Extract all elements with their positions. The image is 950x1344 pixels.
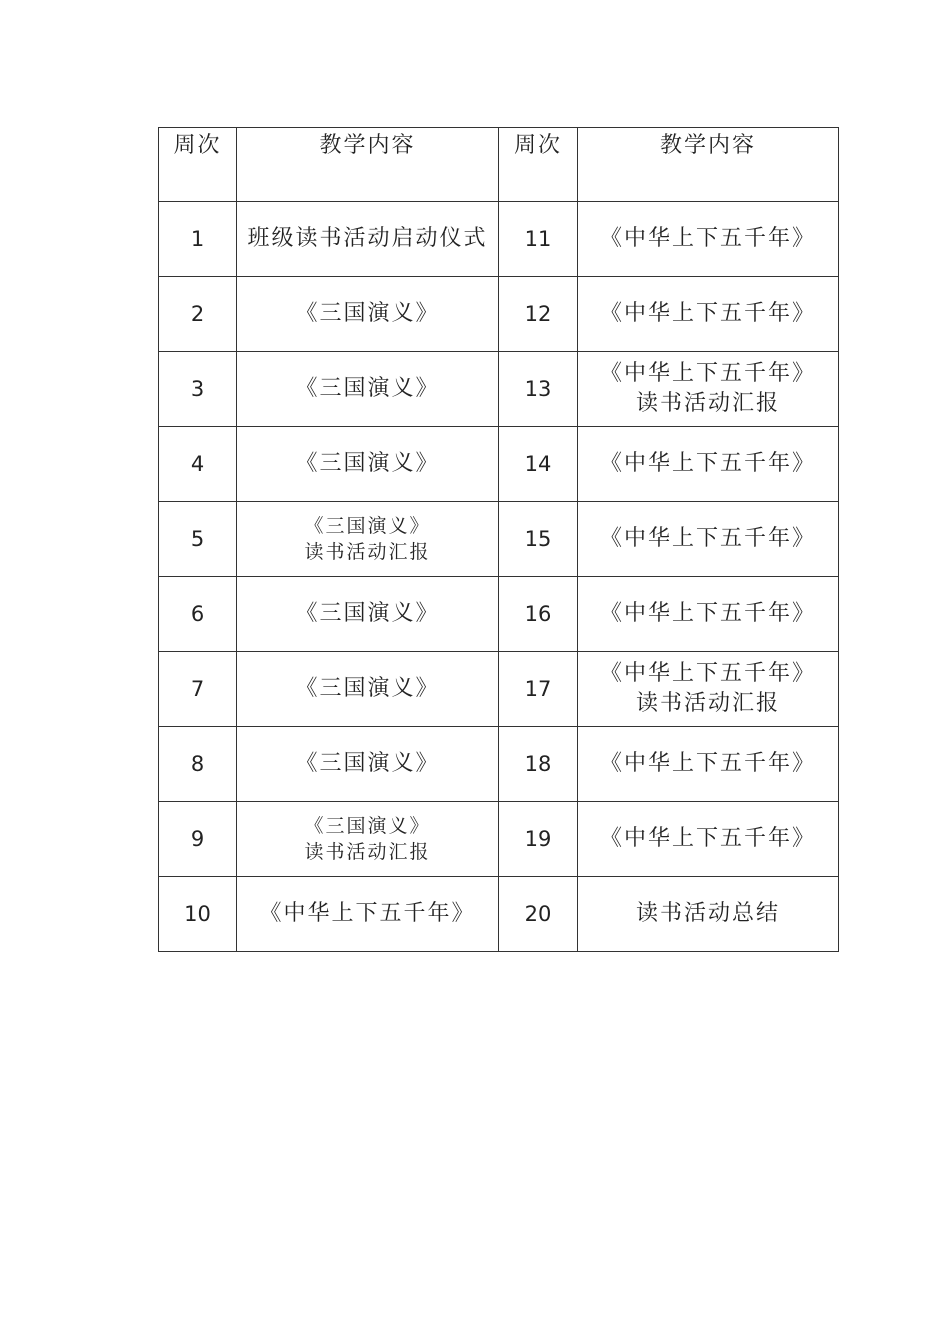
content-cell xyxy=(237,502,499,577)
content-cell xyxy=(578,802,839,877)
table-row xyxy=(159,727,839,802)
content-line: 《三国演义》 xyxy=(295,601,440,626)
content-cell xyxy=(237,202,499,277)
content-line: 《三国演义》 xyxy=(295,376,440,401)
header-content-right: 教学内容 xyxy=(578,128,839,202)
content-cell xyxy=(578,202,839,277)
reading-schedule-table xyxy=(158,127,839,952)
week-number: 9 xyxy=(159,802,237,877)
content-line: 读书活动汇报 xyxy=(304,541,431,563)
content-cell xyxy=(578,427,839,502)
week-number: 10 xyxy=(159,877,237,952)
content-line: 《中华上下五千年》 xyxy=(599,301,816,326)
header-week-left: 周次 xyxy=(159,128,237,202)
content-line: 读书活动总结 xyxy=(635,901,780,926)
content-line: 《三国演义》 xyxy=(295,751,440,776)
content-line: 《中华上下五千年》 xyxy=(599,451,816,476)
week-number: 12 xyxy=(499,277,578,352)
content-line: 《中华上下五千年》 xyxy=(599,361,816,386)
content-line: 《三国演义》 xyxy=(304,515,431,537)
content-cell xyxy=(237,352,499,427)
content-line: 读书活动汇报 xyxy=(635,691,780,716)
table-row xyxy=(159,652,839,727)
week-number: 13 xyxy=(499,352,578,427)
content-cell xyxy=(237,652,499,727)
header-week-right: 周次 xyxy=(499,128,578,202)
content-cell xyxy=(237,877,499,952)
content-line: 《中华上下五千年》 xyxy=(599,601,816,626)
table-row xyxy=(159,277,839,352)
content-line: 读书活动汇报 xyxy=(304,841,431,863)
week-number: 16 xyxy=(499,577,578,652)
content-line: 《中华上下五千年》 xyxy=(259,901,476,926)
week-number: 2 xyxy=(159,277,237,352)
week-number: 6 xyxy=(159,577,237,652)
week-number: 17 xyxy=(499,652,578,727)
table-row xyxy=(159,577,839,652)
week-number: 15 xyxy=(499,502,578,577)
header-content-left: 教学内容 xyxy=(237,128,499,202)
content-cell xyxy=(578,352,839,427)
table-row xyxy=(159,352,839,427)
content-cell xyxy=(578,502,839,577)
content-cell xyxy=(237,577,499,652)
week-number: 14 xyxy=(499,427,578,502)
week-number: 19 xyxy=(499,802,578,877)
content-line: 《中华上下五千年》 xyxy=(599,751,816,776)
content-line: 《三国演义》 xyxy=(295,451,440,476)
content-line: 《三国演义》 xyxy=(295,676,440,701)
content-cell xyxy=(578,877,839,952)
table-row xyxy=(159,802,839,877)
table-row xyxy=(159,502,839,577)
week-number: 8 xyxy=(159,727,237,802)
content-cell xyxy=(237,802,499,877)
content-line: 《中华上下五千年》 xyxy=(599,226,816,251)
content-cell xyxy=(578,727,839,802)
content-cell xyxy=(237,727,499,802)
week-number: 7 xyxy=(159,652,237,727)
content-line: 读书活动汇报 xyxy=(635,391,780,416)
table-row xyxy=(159,427,839,502)
content-cell xyxy=(578,277,839,352)
week-number: 18 xyxy=(499,727,578,802)
week-number: 4 xyxy=(159,427,237,502)
content-line: 《中华上下五千年》 xyxy=(599,826,816,851)
week-number: 1 xyxy=(159,202,237,277)
content-cell xyxy=(578,652,839,727)
content-cell xyxy=(578,577,839,652)
content-cell xyxy=(237,427,499,502)
content-line: 《中华上下五千年》 xyxy=(599,526,816,551)
content-line: 《中华上下五千年》 xyxy=(599,661,816,686)
week-number: 11 xyxy=(499,202,578,277)
week-number: 3 xyxy=(159,352,237,427)
content-line: 《三国演义》 xyxy=(295,301,440,326)
content-cell xyxy=(237,277,499,352)
table-row xyxy=(159,202,839,277)
table-row xyxy=(159,877,839,952)
table-header-row xyxy=(159,128,839,202)
week-number: 20 xyxy=(499,877,578,952)
content-line: 班级读书活动启动仪式 xyxy=(247,226,488,251)
content-line: 《三国演义》 xyxy=(304,815,431,837)
week-number: 5 xyxy=(159,502,237,577)
